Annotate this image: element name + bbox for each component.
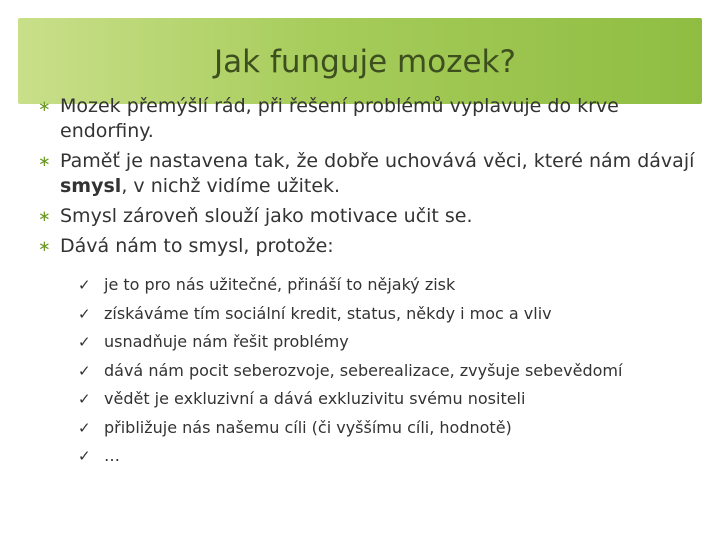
- sub-item-text: je to pro nás užitečné, přináší to nějaký zisk: [104, 275, 456, 294]
- asterisk-icon: ∗: [38, 207, 51, 225]
- sub-item: [78, 271, 698, 300]
- bullet-text: Smysl zároveň slouží jako motivace učit se.: [60, 205, 473, 227]
- bullet-item: [38, 204, 698, 229]
- asterisk-icon: ∗: [38, 152, 51, 170]
- bullet-text: , v nichž vidíme užitek.: [121, 175, 341, 197]
- sub-item-text: vědět je exkluzivní a dává exkluzivitu svému nositeli: [104, 389, 526, 408]
- bullet-list: [38, 94, 698, 471]
- slide-title: Jak funguje mozek?: [214, 44, 516, 80]
- sub-item: [78, 357, 698, 386]
- bullet-item: [38, 94, 698, 144]
- bullet-item: [38, 234, 698, 471]
- asterisk-icon: ∗: [38, 237, 51, 255]
- sub-item-text: dává nám pocit seberozvoje, seberealizace, zvyšuje sebevědomí: [104, 360, 623, 380]
- bullet-text: Paměť je nastavena tak, že dobře uchovává věci, které nám dávají: [60, 150, 695, 172]
- sub-item: [78, 300, 698, 329]
- checkmark-icon: ✓: [78, 304, 91, 323]
- asterisk-icon: ∗: [38, 97, 51, 115]
- sub-list: [78, 271, 698, 471]
- checkmark-icon: ✓: [78, 418, 91, 437]
- checkmark-icon: ✓: [78, 390, 91, 408]
- sub-item-text: získáváme tím sociální kredit, status, někdy i moc a vliv: [104, 303, 552, 323]
- slide-content: [38, 94, 698, 476]
- sub-item-text: …: [104, 446, 120, 465]
- sub-item: [78, 414, 698, 443]
- sub-item-text: přibližuje nás našemu cíli (či vyššímu cíli, hodnotě): [104, 417, 512, 437]
- checkmark-icon: ✓: [78, 447, 91, 465]
- sub-item: [78, 328, 698, 357]
- checkmark-icon: ✓: [78, 276, 91, 294]
- bullet-text: Dává nám to smysl, protože:: [60, 235, 334, 257]
- sub-item: [78, 442, 698, 471]
- sub-item: [78, 385, 698, 414]
- checkmark-icon: ✓: [78, 361, 91, 380]
- sub-item-text: usnadňuje nám řešit problémy: [104, 332, 349, 351]
- bullet-text-bold: smysl: [60, 175, 122, 197]
- bullet-text: Mozek přemýšlí rád, při řešení problémů vyplavuje do krve endorfiny.: [60, 95, 619, 142]
- bullet-item: [38, 149, 698, 199]
- checkmark-icon: ✓: [78, 333, 91, 351]
